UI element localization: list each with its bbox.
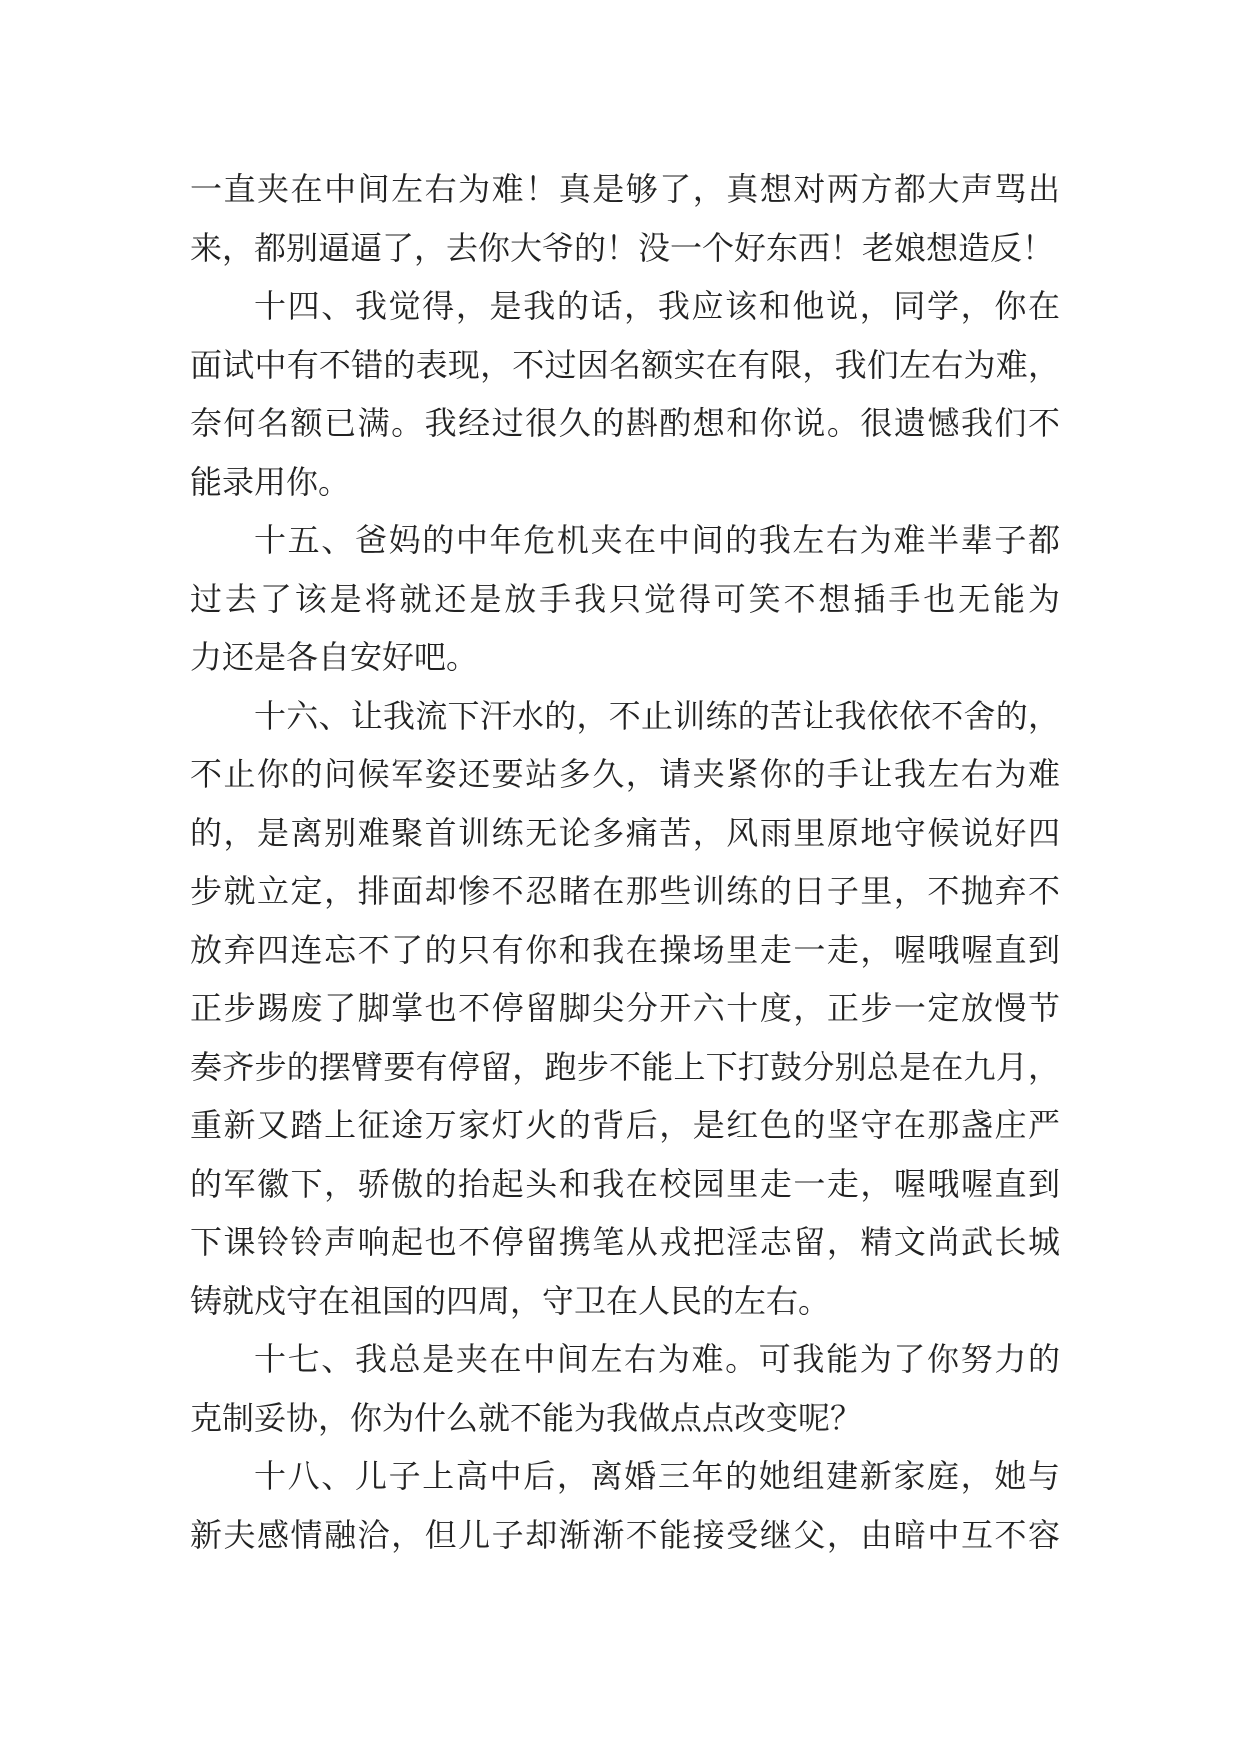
text-line: 的，是离别难聚首训练无论多痛苦，风雨里原地守候说好四 — [190, 813, 1060, 852]
text-line: 十七、我总是夹在中间左右为难。可我能为了你努力的 — [254, 1340, 1060, 1378]
text-line: 一直夹在中间左右为难！真是够了，真想对两方都大声骂出 — [190, 170, 1060, 208]
text-line: 奈何名额已满。我经过很久的斟酌想和你说。很遗憾我们不 — [190, 404, 1060, 442]
text-line: 下课铃铃声响起也不停留携笔从戎把淫志留，精文尚武长城 — [190, 1223, 1060, 1261]
text-line: 来，都别逼逼了，去你大爷的！没一个好东西！老娘想造反！ — [190, 228, 1055, 267]
text-line: 重新又踏上征途万家灯火的背后，是红色的坚守在那盏庄严 — [190, 1106, 1060, 1144]
text-line: 的军徽下，骄傲的抬起头和我在校园里走一走，喔哦喔直到 — [190, 1164, 1060, 1203]
text-line: 力还是各自安好吧。 — [190, 638, 479, 676]
text-line: 不止你的问候军姿还要站多久，请夹紧你的手让我左右为难 — [190, 755, 1060, 793]
text-line: 铸就戍守在祖国的四周，守卫在人民的左右。 — [190, 1281, 831, 1320]
text-line: 十六、让我流下汗水的，不止训练的苦让我依依不舍的， — [254, 696, 1060, 735]
text-line: 正步踢废了脚掌也不停留脚尖分开六十度，正步一定放慢节 — [190, 989, 1060, 1027]
text-line: 十八、儿子上高中后，离婚三年的她组建新家庭，她与 — [254, 1457, 1060, 1495]
text-line: 放弃四连忘不了的只有你和我在操场里走一走，喔哦喔直到 — [190, 930, 1060, 969]
text-line: 过去了该是将就还是放手我只觉得可笑不想插手也无能为 — [190, 579, 1060, 618]
text-line: 十四、我觉得，是我的话，我应该和他说，同学，你在 — [254, 287, 1060, 325]
text-line: 面试中有不错的表现，不过因名额实在有限，我们左右为难， — [190, 345, 1060, 384]
text-line: 步就立定，排面却惨不忍睹在那些训练的日子里，不抛弃不 — [190, 872, 1060, 910]
body-text — [190, 160, 1060, 1564]
text-line: 奏齐步的摆臂要有停留，跑步不能上下打鼓分别总是在九月， — [190, 1047, 1060, 1086]
text-line: 能录用你。 — [190, 462, 351, 501]
text-line: 新夫感情融洽，但儿子却渐渐不能接受继父，由暗中互不容 — [190, 1515, 1060, 1554]
text-line: 克制妥协，你为什么就不能为我做点点改变呢？ — [190, 1398, 863, 1437]
text-line: 十五、爸妈的中年危机夹在中间的我左右为难半辈子都 — [254, 521, 1060, 559]
